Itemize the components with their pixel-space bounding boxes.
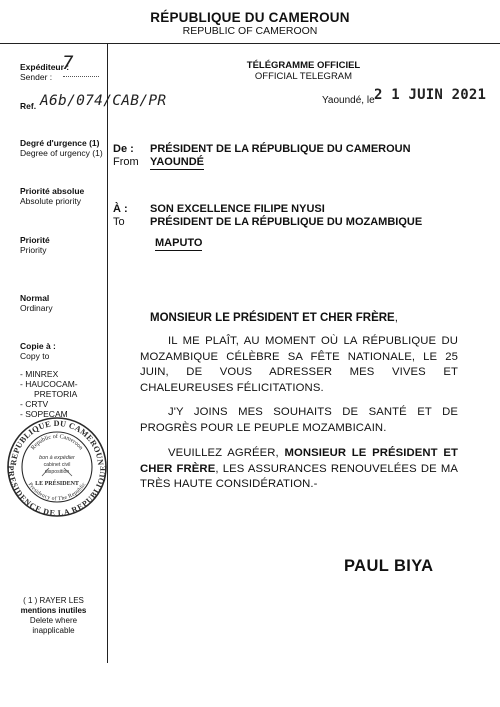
- seal-center-3: disposition: [44, 469, 70, 475]
- copy-label: Copie à : Copy to: [20, 341, 56, 361]
- sender-dotline: [63, 76, 99, 77]
- to-city: MAPUTO: [155, 237, 203, 249]
- from-city: YAOUNDÉ: [150, 156, 204, 168]
- ref-label: Ref.: [20, 101, 37, 111]
- list-item: - MINREX: [20, 369, 59, 379]
- salutation: MONSIEUR LE PRÉSIDENT ET CHER FRÈRE,: [150, 312, 398, 324]
- from-label: De : From: [113, 143, 139, 168]
- list-item: - CRTV: [20, 399, 49, 409]
- seal-center-1: bon à expédier: [39, 455, 75, 461]
- header-divider: [0, 43, 500, 44]
- sidebar-divider: [107, 43, 108, 663]
- seal-president: LE PRÉSIDENT: [35, 481, 79, 487]
- seal-ring-top: REPUBLIQUE DU CAMEROUN: [8, 418, 106, 466]
- country-subtitle: REPUBLIC OF CAMEROON: [182, 25, 318, 37]
- svg-text:Republic of Cameroon: [30, 433, 83, 451]
- normal-label: Normal Ordinary: [20, 293, 53, 313]
- signature: PAUL BIYA: [344, 557, 434, 575]
- seal-center-2: cabinet civil: [43, 462, 71, 468]
- urgency-label: Degré d'urgence (1) Degree of urgency (1): [20, 138, 103, 158]
- seal-inner-top: Republic of Cameroon: [30, 433, 84, 452]
- date-value: 2 1 JUIN 2021: [374, 87, 487, 103]
- country-title: RÉPUBLIQUE DU CAMEROUN: [150, 10, 350, 25]
- from-name: PRÉSIDENT DE LA RÉPUBLIQUE DU CAMEROUN: [150, 143, 411, 155]
- list-item: - SOPECAM: [20, 409, 68, 419]
- presidency-seal: [6, 416, 108, 518]
- priority-label: Priorité Priority: [20, 235, 50, 255]
- seal-ring-bottom: PRESIDENCE DE LA REPUBLIQUE: [6, 465, 108, 518]
- list-item: - HAUCOCAM-: [20, 379, 78, 389]
- to-label: À : To: [113, 203, 128, 228]
- to-name: SON EXCELLENCE FILIPE NYUSI: [150, 203, 325, 215]
- paragraph-1: IL ME PLAÎT, AU MOMENT OÙ LA RÉPUBLIQUE DU MOZAMBIQUE CÉLÈBRE SA FÊTE NATIONALE, LE 25 JUIN, DE VOUS ADRESSER MES VIVES ET CHALEUREUSES FÉLICITATIONS.: [140, 335, 458, 394]
- seal-inner-bottom: Presidency of The Republic: [26, 481, 88, 503]
- footnote: ( 1 ) RAYER LES mentions inutiles Delete where inapplicable: [20, 596, 87, 635]
- to-title: PRÉSIDENT DE LA RÉPUBLIQUE DU MOZAMBIQUE: [150, 216, 423, 228]
- telegram-title: TÉLÉGRAMME OFFICIEL OFFICIAL TELEGRAM: [246, 60, 361, 82]
- date-prefix: Yaoundé, le: [322, 95, 375, 106]
- ref-value: A6b/074/CAB/PR: [40, 93, 167, 109]
- sender-value: 7: [62, 52, 74, 74]
- copy-list: [20, 369, 78, 419]
- paragraph-2: J'Y JOINS MES SOUHAITS DE SANTÉ ET DE PROGRÈS POUR LE PEUPLE MOZAMBICAIN.: [140, 406, 458, 434]
- list-item: PRETORIA: [34, 389, 78, 399]
- sender-label: Expéditeur : Sender :: [20, 62, 70, 82]
- absolute-priority-label: Priorité absolue Absolute priority: [20, 186, 85, 206]
- paragraph-3: VEUILLEZ AGRÉER, MONSIEUR LE PRÉSIDENT ET CHER FRÈRE, LES ASSURANCES RENOUVELÉES DE MA TRÈS HAUTE CONSIDÉRATION.-: [140, 447, 459, 490]
